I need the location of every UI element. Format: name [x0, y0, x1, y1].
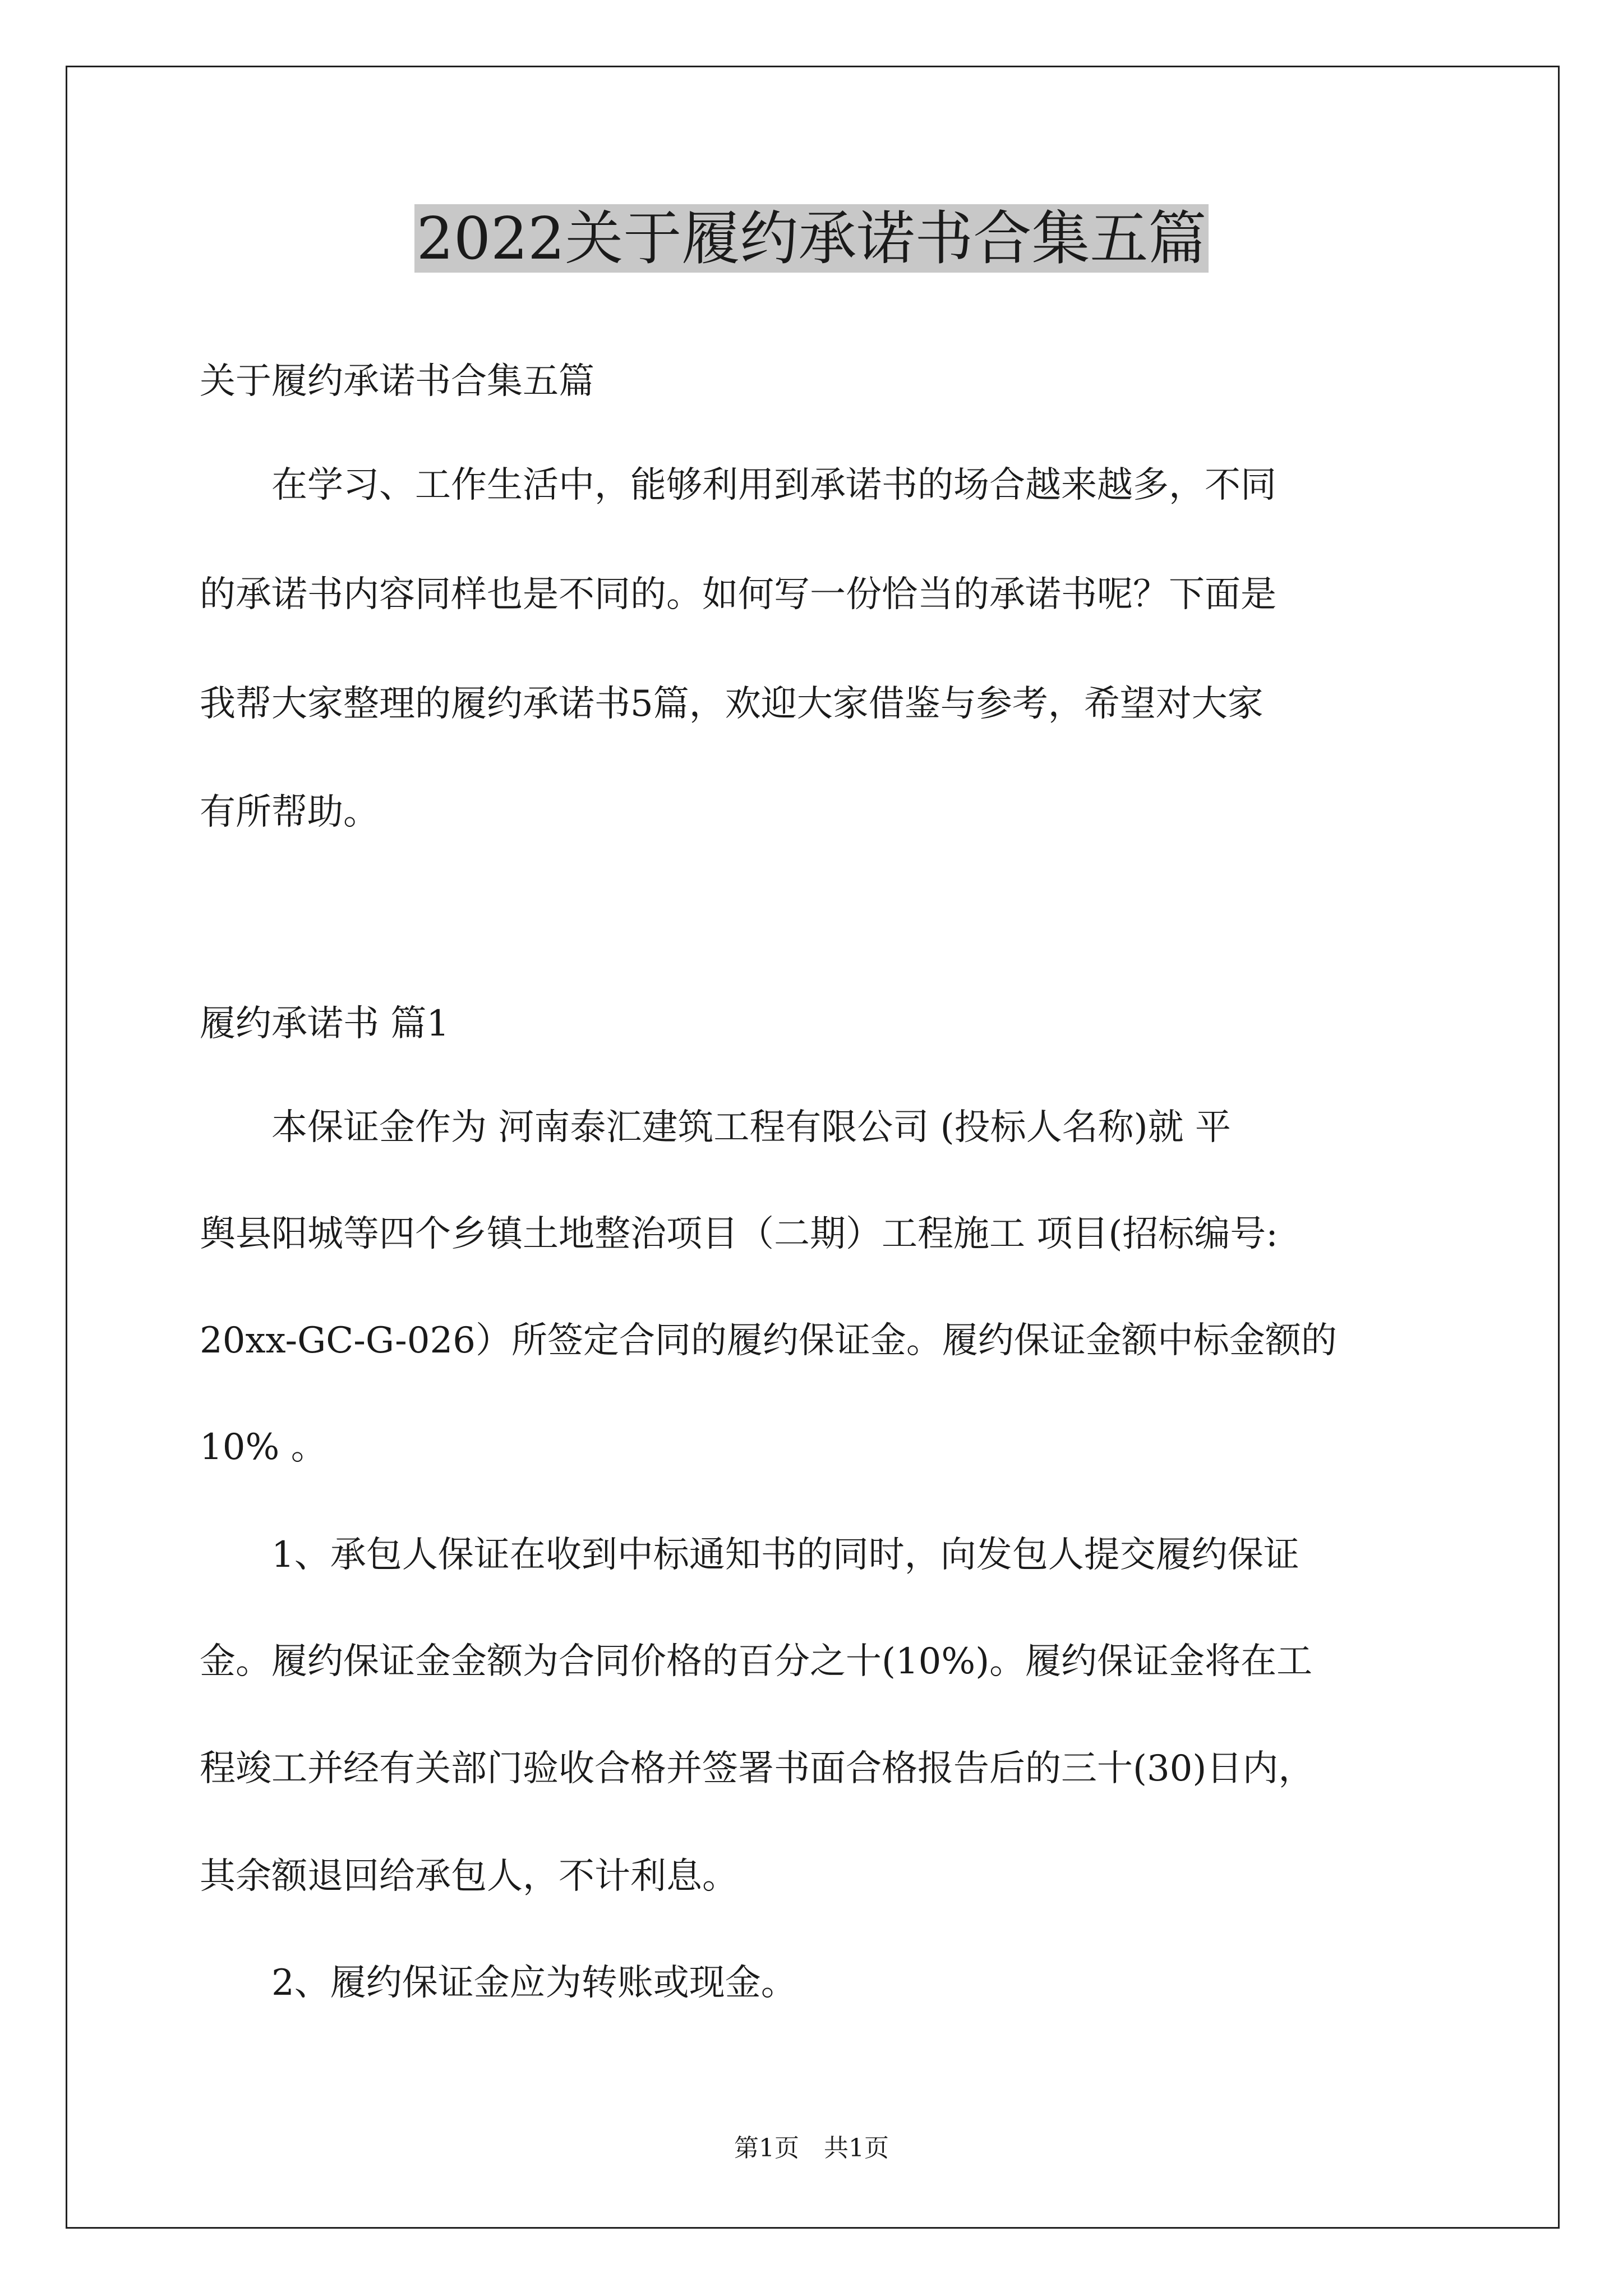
intro-line-1: 在学习、工作生活中，能够利用到承诺书的场合越来越多，不同 — [200, 464, 1276, 506]
para1-line-1: 本保证金作为 河南泰汇建筑工程有限公司 (投标人名称)就 平 — [200, 1107, 1231, 1148]
intro-line-2: 的承诺书内容同样也是不同的。如何写一份恰当的承诺书呢？下面是 — [200, 574, 1276, 615]
para2-line-2: 金。履约保证金金额为合同价格的百分之十(10%)。履约保证金将在工 — [200, 1641, 1313, 1682]
para2-line-3: 程竣工并经有关部门验收合格并签署书面合格报告后的三十(30)日内， — [200, 1748, 1315, 1789]
intro-line-3: 我帮大家整理的履约承诺书5篇，欢迎大家借鉴与参考，希望对大家 — [200, 683, 1264, 725]
page-footer: 第1页 共1页 — [734, 2134, 889, 2162]
para3-line-1: 2、履约保证金应为转账或现金。 — [200, 1962, 797, 2004]
para2-line-4: 其余额退回给承包人，不计利息。 — [200, 1856, 738, 1897]
para1-line-2: 舆县阳城等四个乡镇土地整治项目（二期）工程施工 项目(招标编号: — [200, 1213, 1278, 1255]
para1-line-3: 20xx-GC-G-026）所签定合同的履约保证金。履约保证金额中标金额的 — [200, 1320, 1337, 1361]
para1-line-4: 10% 。 — [200, 1427, 327, 1468]
document-title — [0, 196, 1623, 280]
para2-line-1: 1、承包人保证在收到中标通知书的同时，向发包人提交履约保证 — [200, 1534, 1299, 1576]
section-heading: 履约承诺书 篇1 — [200, 1003, 450, 1045]
intro-line-4: 有所帮助。 — [200, 792, 379, 833]
document-subtitle: 关于履约承诺书合集五篇 — [200, 361, 594, 402]
document-title-text: 2022关于履约承诺书合集五篇 — [414, 204, 1209, 273]
